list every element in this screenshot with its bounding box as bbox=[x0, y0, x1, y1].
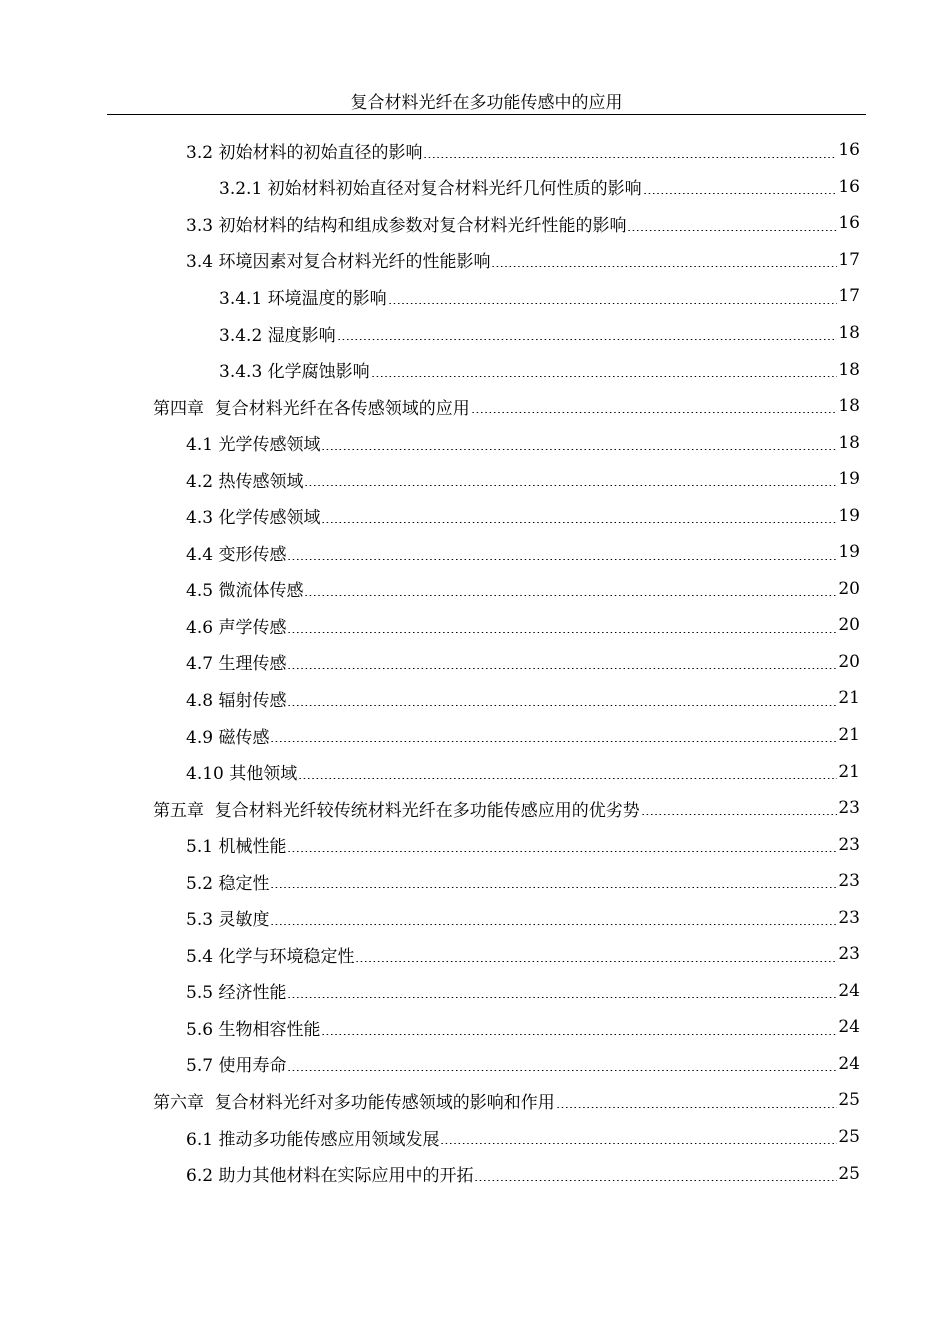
dot-leader bbox=[321, 1034, 837, 1035]
toc-entry-page-number: 16 bbox=[838, 176, 860, 197]
dot-leader bbox=[388, 303, 837, 304]
toc-entry-page-number: 19 bbox=[838, 469, 860, 490]
toc-entry[interactable] bbox=[0, 534, 950, 571]
toc-entry-page-number: 17 bbox=[838, 286, 860, 307]
dot-leader bbox=[371, 376, 837, 377]
toc-entry[interactable] bbox=[0, 497, 950, 534]
dot-leader bbox=[298, 778, 837, 779]
dot-leader bbox=[287, 668, 837, 669]
toc-entry[interactable] bbox=[0, 607, 950, 644]
toc-entry-title: 5.5 经济性能 bbox=[186, 983, 287, 1004]
toc-entry-title: 4.10 其他领域 bbox=[186, 764, 298, 785]
toc-entry-page-number: 25 bbox=[838, 1090, 860, 1111]
toc-entry[interactable] bbox=[0, 571, 950, 608]
dot-leader bbox=[556, 1107, 837, 1108]
toc-entry[interactable] bbox=[0, 388, 950, 425]
toc-entry-title: 第四章 复合材料光纤在各传感领域的应用 bbox=[153, 398, 470, 419]
toc-entry[interactable] bbox=[0, 1009, 950, 1046]
toc-entry-page-number: 20 bbox=[838, 651, 860, 672]
toc-entry-page-number: 23 bbox=[838, 944, 860, 965]
dot-leader bbox=[337, 339, 837, 340]
toc-entry-title: 4.3 化学传感领域 bbox=[186, 508, 321, 529]
toc-entry[interactable] bbox=[0, 424, 950, 461]
toc-entry-page-number: 24 bbox=[838, 980, 860, 1001]
toc-entry-title: 4.6 声学传感 bbox=[186, 617, 287, 638]
toc-entry-page-number: 23 bbox=[838, 798, 860, 819]
toc-entry-title: 4.9 磁传感 bbox=[186, 727, 270, 748]
toc-entry-title: 4.7 生理传感 bbox=[186, 654, 287, 675]
toc-entry-page-number: 25 bbox=[838, 1163, 860, 1184]
toc-entry[interactable] bbox=[0, 1082, 950, 1119]
toc-entry-page-number: 17 bbox=[838, 249, 860, 270]
dot-leader bbox=[270, 741, 837, 742]
toc-entry[interactable] bbox=[0, 644, 950, 681]
dot-leader bbox=[287, 632, 837, 633]
toc-entry[interactable] bbox=[0, 753, 950, 790]
dot-leader bbox=[321, 449, 837, 450]
toc-entry[interactable] bbox=[0, 899, 950, 936]
toc-entry-title: 6.2 助力其他材料在实际应用中的开拓 bbox=[186, 1166, 474, 1187]
header-title: 复合材料光纤在多功能传感中的应用 bbox=[350, 93, 623, 113]
toc-entry-title: 4.4 变形传感 bbox=[186, 544, 287, 565]
toc-entry[interactable] bbox=[0, 680, 950, 717]
dot-leader bbox=[287, 997, 837, 998]
toc-entry[interactable] bbox=[0, 242, 950, 279]
dot-leader bbox=[471, 412, 837, 413]
dot-leader bbox=[423, 157, 837, 158]
dot-leader bbox=[491, 266, 837, 267]
toc-entry-page-number: 20 bbox=[838, 615, 860, 636]
toc-entry-title: 6.1 推动多功能传感应用领域发展 bbox=[186, 1129, 440, 1150]
toc-entry-page-number: 16 bbox=[838, 140, 860, 161]
dot-leader bbox=[270, 887, 837, 888]
toc-entry-page-number: 18 bbox=[838, 432, 860, 453]
dot-leader bbox=[287, 705, 837, 706]
dot-leader bbox=[627, 230, 837, 231]
toc-entry-title: 4.8 辐射传感 bbox=[186, 690, 287, 711]
dot-leader bbox=[641, 814, 837, 815]
toc-entry-title: 3.4.1 环境温度的影响 bbox=[219, 288, 387, 309]
toc-entry-title: 3.2 初始材料的初始直径的影响 bbox=[186, 142, 423, 163]
dot-leader bbox=[304, 595, 837, 596]
toc-entry-page-number: 19 bbox=[838, 505, 860, 526]
toc-entry[interactable] bbox=[0, 205, 950, 242]
toc-entry-page-number: 24 bbox=[838, 1017, 860, 1038]
dot-leader bbox=[643, 193, 837, 194]
toc-entry-title: 5.3 灵敏度 bbox=[186, 910, 270, 931]
toc-entry-title: 3.2.1 初始材料初始直径对复合材料光纤几何性质的影响 bbox=[219, 179, 642, 200]
dot-leader bbox=[304, 485, 837, 486]
toc-entry[interactable] bbox=[0, 790, 950, 827]
toc-entry[interactable] bbox=[0, 936, 950, 973]
toc-entry-title: 4.2 热传感领域 bbox=[186, 471, 304, 492]
dot-leader bbox=[474, 1180, 837, 1181]
toc-entry-page-number: 18 bbox=[838, 359, 860, 380]
toc-entry-title: 5.6 生物相容性能 bbox=[186, 1019, 321, 1040]
toc-entry-page-number: 18 bbox=[838, 323, 860, 343]
toc-entry-page-number: 19 bbox=[838, 542, 860, 563]
dot-leader bbox=[287, 559, 837, 560]
toc-entry-title: 5.1 机械性能 bbox=[186, 837, 287, 858]
toc-entry-title: 3.4 环境因素对复合材料光纤的性能影响 bbox=[186, 252, 491, 273]
toc-entry[interactable] bbox=[0, 717, 950, 754]
toc-entry-title: 5.2 稳定性 bbox=[186, 873, 270, 894]
toc-entry[interactable] bbox=[0, 1119, 950, 1156]
toc-entry-page-number: 21 bbox=[838, 725, 860, 746]
toc-entry[interactable] bbox=[0, 351, 950, 388]
dot-leader bbox=[287, 1070, 837, 1071]
toc-entry[interactable] bbox=[0, 278, 950, 315]
toc-entry-title: 5.4 化学与环境稳定性 bbox=[186, 946, 355, 967]
toc-entry-title: 3.4.2 湿度影响 bbox=[219, 325, 336, 346]
toc-entry-page-number: 23 bbox=[838, 907, 860, 928]
toc-entry[interactable] bbox=[0, 315, 950, 352]
toc-entry-title: 3.4.3 化学腐蚀影响 bbox=[219, 362, 370, 383]
header-divider bbox=[107, 114, 866, 115]
toc-entry-title: 第五章 复合材料光纤较传统材料光纤在多功能传感应用的优劣势 bbox=[153, 800, 640, 821]
toc-entry-page-number: 20 bbox=[838, 578, 860, 599]
dot-leader bbox=[270, 924, 837, 925]
toc-entry-title: 5.7 使用寿命 bbox=[186, 1056, 287, 1077]
toc-entry[interactable] bbox=[0, 1155, 950, 1192]
toc-entry-page-number: 24 bbox=[838, 1053, 860, 1074]
table-of-contents bbox=[0, 132, 950, 1192]
toc-entry[interactable] bbox=[0, 863, 950, 900]
toc-entry-title: 4.1 光学传感领域 bbox=[186, 435, 321, 456]
toc-entry-title: 第六章 复合材料光纤对多功能传感领域的影响和作用 bbox=[153, 1092, 555, 1113]
dot-leader bbox=[321, 522, 837, 523]
toc-entry[interactable] bbox=[0, 169, 950, 206]
toc-entry-page-number: 25 bbox=[838, 1127, 860, 1148]
toc-entry-title: 3.3 初始材料的结构和组成参数对复合材料光纤性能的影响 bbox=[186, 215, 627, 236]
toc-entry-page-number: 18 bbox=[838, 396, 860, 417]
dot-leader bbox=[287, 851, 837, 852]
toc-entry-title: 4.5 微流体传感 bbox=[186, 581, 304, 602]
toc-entry[interactable] bbox=[0, 1046, 950, 1083]
toc-entry-page-number: 16 bbox=[838, 213, 860, 234]
toc-entry[interactable] bbox=[0, 461, 950, 498]
toc-entry[interactable] bbox=[0, 132, 950, 169]
toc-entry-page-number: 21 bbox=[838, 761, 860, 782]
toc-entry[interactable] bbox=[0, 973, 950, 1010]
toc-entry-page-number: 23 bbox=[838, 871, 860, 892]
toc-entry-page-number: 21 bbox=[838, 688, 860, 709]
toc-entry-page-number: 23 bbox=[838, 834, 860, 855]
toc-entry[interactable] bbox=[0, 826, 950, 863]
dot-leader bbox=[355, 961, 837, 962]
dot-leader bbox=[440, 1143, 837, 1144]
